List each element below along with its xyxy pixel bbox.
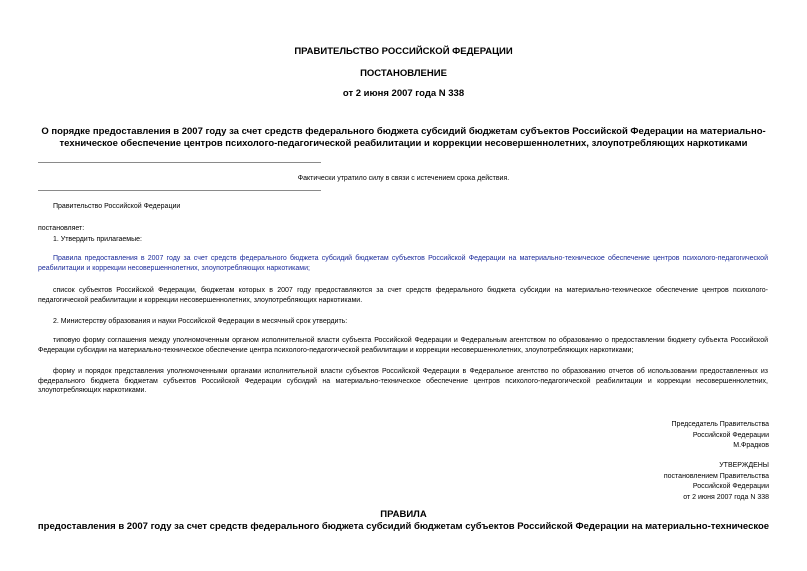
document-type: ПОСТАНОВЛЕНИЕ (360, 68, 447, 79)
document-title-line-1: О порядке предоставления в 2007 году за счет средств федерального бюджета субсидий бюджетам субъектов Российской Федерации на материально- (41, 126, 766, 137)
divider-bottom (38, 190, 321, 191)
rules-heading: ПРАВИЛА (380, 509, 427, 520)
agreement-form-paragraph: типовую форму соглашения между уполномоченным органом исполнительной власти субъекта Российской Федерации и Федеральным агентством по образованию о предоставлении бюджету субъекта Российской Федерации субсидии на материально-техническое обеспечение центра психолого-педагогической реабилитации и коррекции несовершеннолетних, злоупотребляющих наркотиками; (38, 337, 768, 354)
issuer: Правительство Российской Федерации (53, 203, 181, 210)
signature-country: Российской Федерации (692, 431, 769, 439)
decrees: постановляет: (38, 225, 85, 232)
item-2: 2. Министерству образования и науки Российской Федерации в месячный срок утвердить: (53, 318, 348, 325)
rules-link[interactable]: Правила предоставления в 2007 году за счет средств федерального бюджета субсидий бюджетам субъектов Российской Федерации на материально-техническое обеспечение центров психолого-педагогической реабилитации и коррекции несовершеннолетних, злоупотребляющих наркотиками; (38, 255, 768, 272)
government-name: ПРАВИТЕЛЬСТВО РОССИЙСКОЙ ФЕДЕРАЦИИ (294, 46, 513, 57)
signature-block (569, 420, 769, 452)
signature-position: Председатель Правительства (671, 421, 769, 428)
approval-country: Российской Федерации (692, 483, 769, 490)
rules-subheading: предоставления в 2007 году за счет средств федерального бюджета субсидий бюджетам субъектов Российской Федерации на материально-техническое (37, 521, 770, 532)
document-title-line-2: техническое обеспечение центров психолого-педагогической реабилитации и коррекции несовершеннолетних, злоупотребляющих наркотиками (59, 138, 748, 149)
report-form-paragraph: форму и порядок представления уполномоченными органами исполнительной власти субъектов Российской Федерации в Федеральное агентство по образованию отчетов об использовании предоставленных из федерального бюджета бюджетам субъектов Российской Федерации субсидий на материально-техническое обеспечение центров психолого-педагогической реабилитации и коррекции несовершеннолетних, злоупотребляющих наркотиками. (38, 368, 768, 394)
approval-block (569, 461, 769, 503)
subjects-list-paragraph: список субъектов Российской Федерации, бюджетам которых в 2007 году предоставляются за счет средств федерального бюджета субсидии на материально-техническое обеспечение центров психолого-педагогической реабилитации и коррекции несовершеннолетних, злоупотребляющих наркотиками. (38, 287, 768, 304)
approval-by: постановлением Правительства (663, 472, 769, 480)
approval-date: от 2 июня 2007 года N 338 (683, 493, 769, 501)
signature-name: М.Фрадков (733, 442, 769, 449)
document-date: от 2 июня 2007 года N 338 (342, 88, 465, 99)
status-note: Фактически утратило силу в связи с истечением срока действия. (297, 175, 510, 182)
approval-status: УТВЕРЖДЕНЫ (719, 462, 769, 469)
divider-top (38, 162, 321, 163)
item-1: 1. Утвердить прилагаемые: (53, 236, 142, 243)
